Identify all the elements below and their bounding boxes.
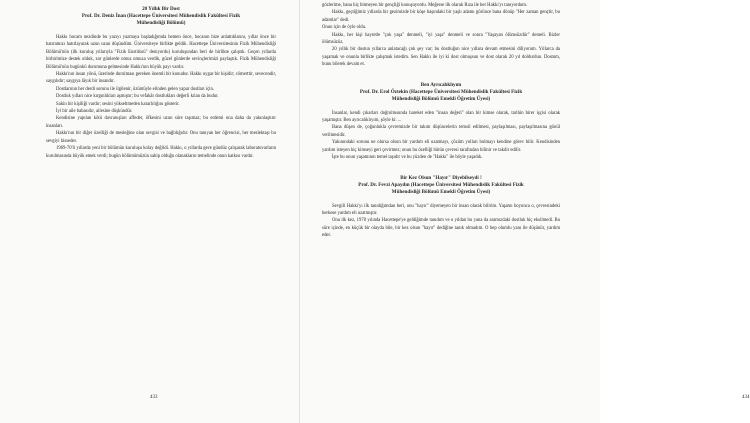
section-title: Ben Ayrıcalıklıyım — [420, 81, 462, 88]
paragraph: gözlerime, bana hiç bitmeyen bir gençliği konuşuyordu. Meğerse ilk olarak Rıza ile her Hakkı'yı tanıyordum. — [322, 3, 528, 8]
paragraph: Sevgili Hakkı'yı ilk tanıdığımdan beri, onu "hayır" diyemeyen bir insan olarak bilirim. Yaşamı boyunca o, çevresindeki herkese yardım eli uzatmıştır. — [322, 203, 560, 216]
section-author-dept: Mühendisliği Bölümü Emekli Öğretim Üyesi) — [391, 188, 491, 195]
paragraph: Hakkı'nın bir diğer özelliği de mesleğine olan sevgisi ve bağlılığıdır. Onu tanıyan her öğrencisi, her meslektaşı bu sevgiyi hisseder. — [46, 131, 276, 144]
paragraph: İyi bir aile babasıdır, ailesine düşkündür. — [56, 109, 133, 115]
paragraph: Onun için de öyle oldu. — [322, 25, 367, 31]
article-author: Prof. Dr. Deniz İnan (Hacettepe Üniversitesi Mühendislik Fakültesi Fizik — [81, 13, 241, 19]
paragraph: Dostlarının her derdi sorunu ile ilgilenir, üzüntüyle elinden gelen yapar dostları için. — [56, 86, 214, 92]
page-number: 434 — [742, 395, 750, 400]
article-author-dept: Mühendisliği Bölümü) — [136, 20, 186, 26]
paragraph: Yakınındaki sorunu ne olursa olsun bir yardım eli uzatmayı, çözüm yolları bulmayı kendine görev bilir. Kendisinden yardım isteyen hiç kimseyi geri çevirmez; onun bu özelliği bütün çevresi tarafından bilinir ve takdir edilir. — [322, 140, 560, 153]
paragraph: Onu ilk kez, 1970 yılında Hacettepe'ye geldiğimde tanıdım ve o yıldan bu yana da aramızdaki dostluk hiç eksilmedi. Bu süre içinde, en küçük bir olayda bile, bir kez olsun "hayır" dediğine tanık olmadım. O hep olumlu yanı ile düşünür, yardım eder. — [322, 218, 560, 239]
paragraph: Sakin bir kişiliği vardır; sesini yükseltmeden kararlılığını gösterir. — [56, 101, 180, 107]
paragraph: Bana düşen de, çoğunlukla çevremizde bir takım düşüncelerin temsil edilmesi, paylaşılması, paylaşılmasına gönül verilmesidir. — [322, 125, 560, 138]
section-author: Prof. Dr. Fevzi Apaydın (Hacettepe Üniversitesi Mühendislik Fakültesi Fizik — [358, 181, 524, 188]
paragraph: Dostluk yılları nice kırgınlıkları aşmıştır; bu vefakâr dostlukları değerli kılan da budur. — [56, 94, 219, 100]
paragraph: Kendisine yapılan kötü davranışları affeder, öfkesini uzun süre taşımaz; bu erdemi ona daha da yakınlaştırır insanları. — [46, 116, 276, 129]
paragraph: Hakkı'nın insan yönü, üzerinde durulması gereken önemli bir konudur. Hakkı uygar bir kişidir; cömerttir, sevecendir, saygılıdır; saygıya lâyık bir insandır. — [46, 72, 276, 85]
article-title: 20 Yıllık Bir Dost — [142, 6, 180, 12]
section-author-dept: Mühendisliği Bölümü Emekli Öğretim Üyesi) — [391, 95, 491, 102]
right-page — [300, 0, 750, 423]
section-author: Prof. Dr. Erol Öztekin (Hacettepe Üniversitesi Mühendislik Fakültesi Fizik — [359, 88, 523, 95]
paragraph: İnsanlar, kendi çıkarları doğrultusunda hareket eden "insan değeri" olan bir kimse olarak, tarihin birer işçisi olarak yaşamıştır. Ben ayrıcalıklıyım, şöyle ki: ... — [322, 110, 560, 124]
paragraph: İşte bu onun yaşamının temel taşıdır ve bu yüzden de "Hakkı" ile böyle yaşadık. — [332, 155, 483, 161]
page-number: 433 — [150, 395, 158, 400]
paragraph: Hakkı hocam nezdinde bu yazıyı yazmaya başladığımda hemen önce, hocanın bize anlattıklarını, yıllar önce bir hatıramızı hatırlayarak uzun uzun düşündüm. Üniversiteye birlikte geldik. Hacettepe Üniversitesinin Fizik Mühendisliği Bölümü'nün (ilk kuruluş yıllarıyla "Fizik Enstitüsü" deniyordu) kuruluşundan beri de birlikte çalıştık. Geçen yıllarda birbirimize destek olduk, zor günlerde omuz omuza verdik, güzel günlerde sevinçlerimizi paylaştık. Fizik Mühendisliği Bölümü'nün bugünkü durumuna gelmesinde Hakkı'nın büyük payı vardır. — [46, 35, 276, 70]
paragraph: 1969-70'li yıllarda yeni bir bölümün kuruluşu kolay değildi. Hakkı, o yıllarda gece gündüz çalışarak laboratuvarların kurulmasında büyük emek verdi; bugün bölümümüzün sahip olduğu olanakların temelinde onun katkısı vardır. — [46, 146, 276, 159]
left-page — [0, 0, 300, 423]
paragraph: Hakkı, geçtiğimiz yıllarda bir gezimizde bir köşe başındaki bir yaşlı adamı görünce bana dönüp "Her zaman gençtir, bu adamlar" dedi. — [322, 10, 560, 23]
paragraph: 20 yıllık bir dostun yıllarca anlatacağı çok şey var; bu dostluğun nice yıllara devam etmesini diliyorum. Yıllarca da yaşamak ve onunla birlikte çalışmak istedim. Sen Hakkı ile iyi ki dost olmuşsun ve dost olarak 20 yıl doldurdun. Dostum, bunu bilerek devam et. — [322, 47, 560, 68]
section-title: Bir Kez Olsun "Hayır" Diyebilseydi ! — [400, 174, 482, 181]
paragraph: Hakkı, her kişi hayretle "çok yaşa" denmeli, "iyi yaşa" denmeli ve sonra "Yaşayan ölümsüzdür" demeli. Bizler ölümsüzüz. — [322, 32, 560, 46]
